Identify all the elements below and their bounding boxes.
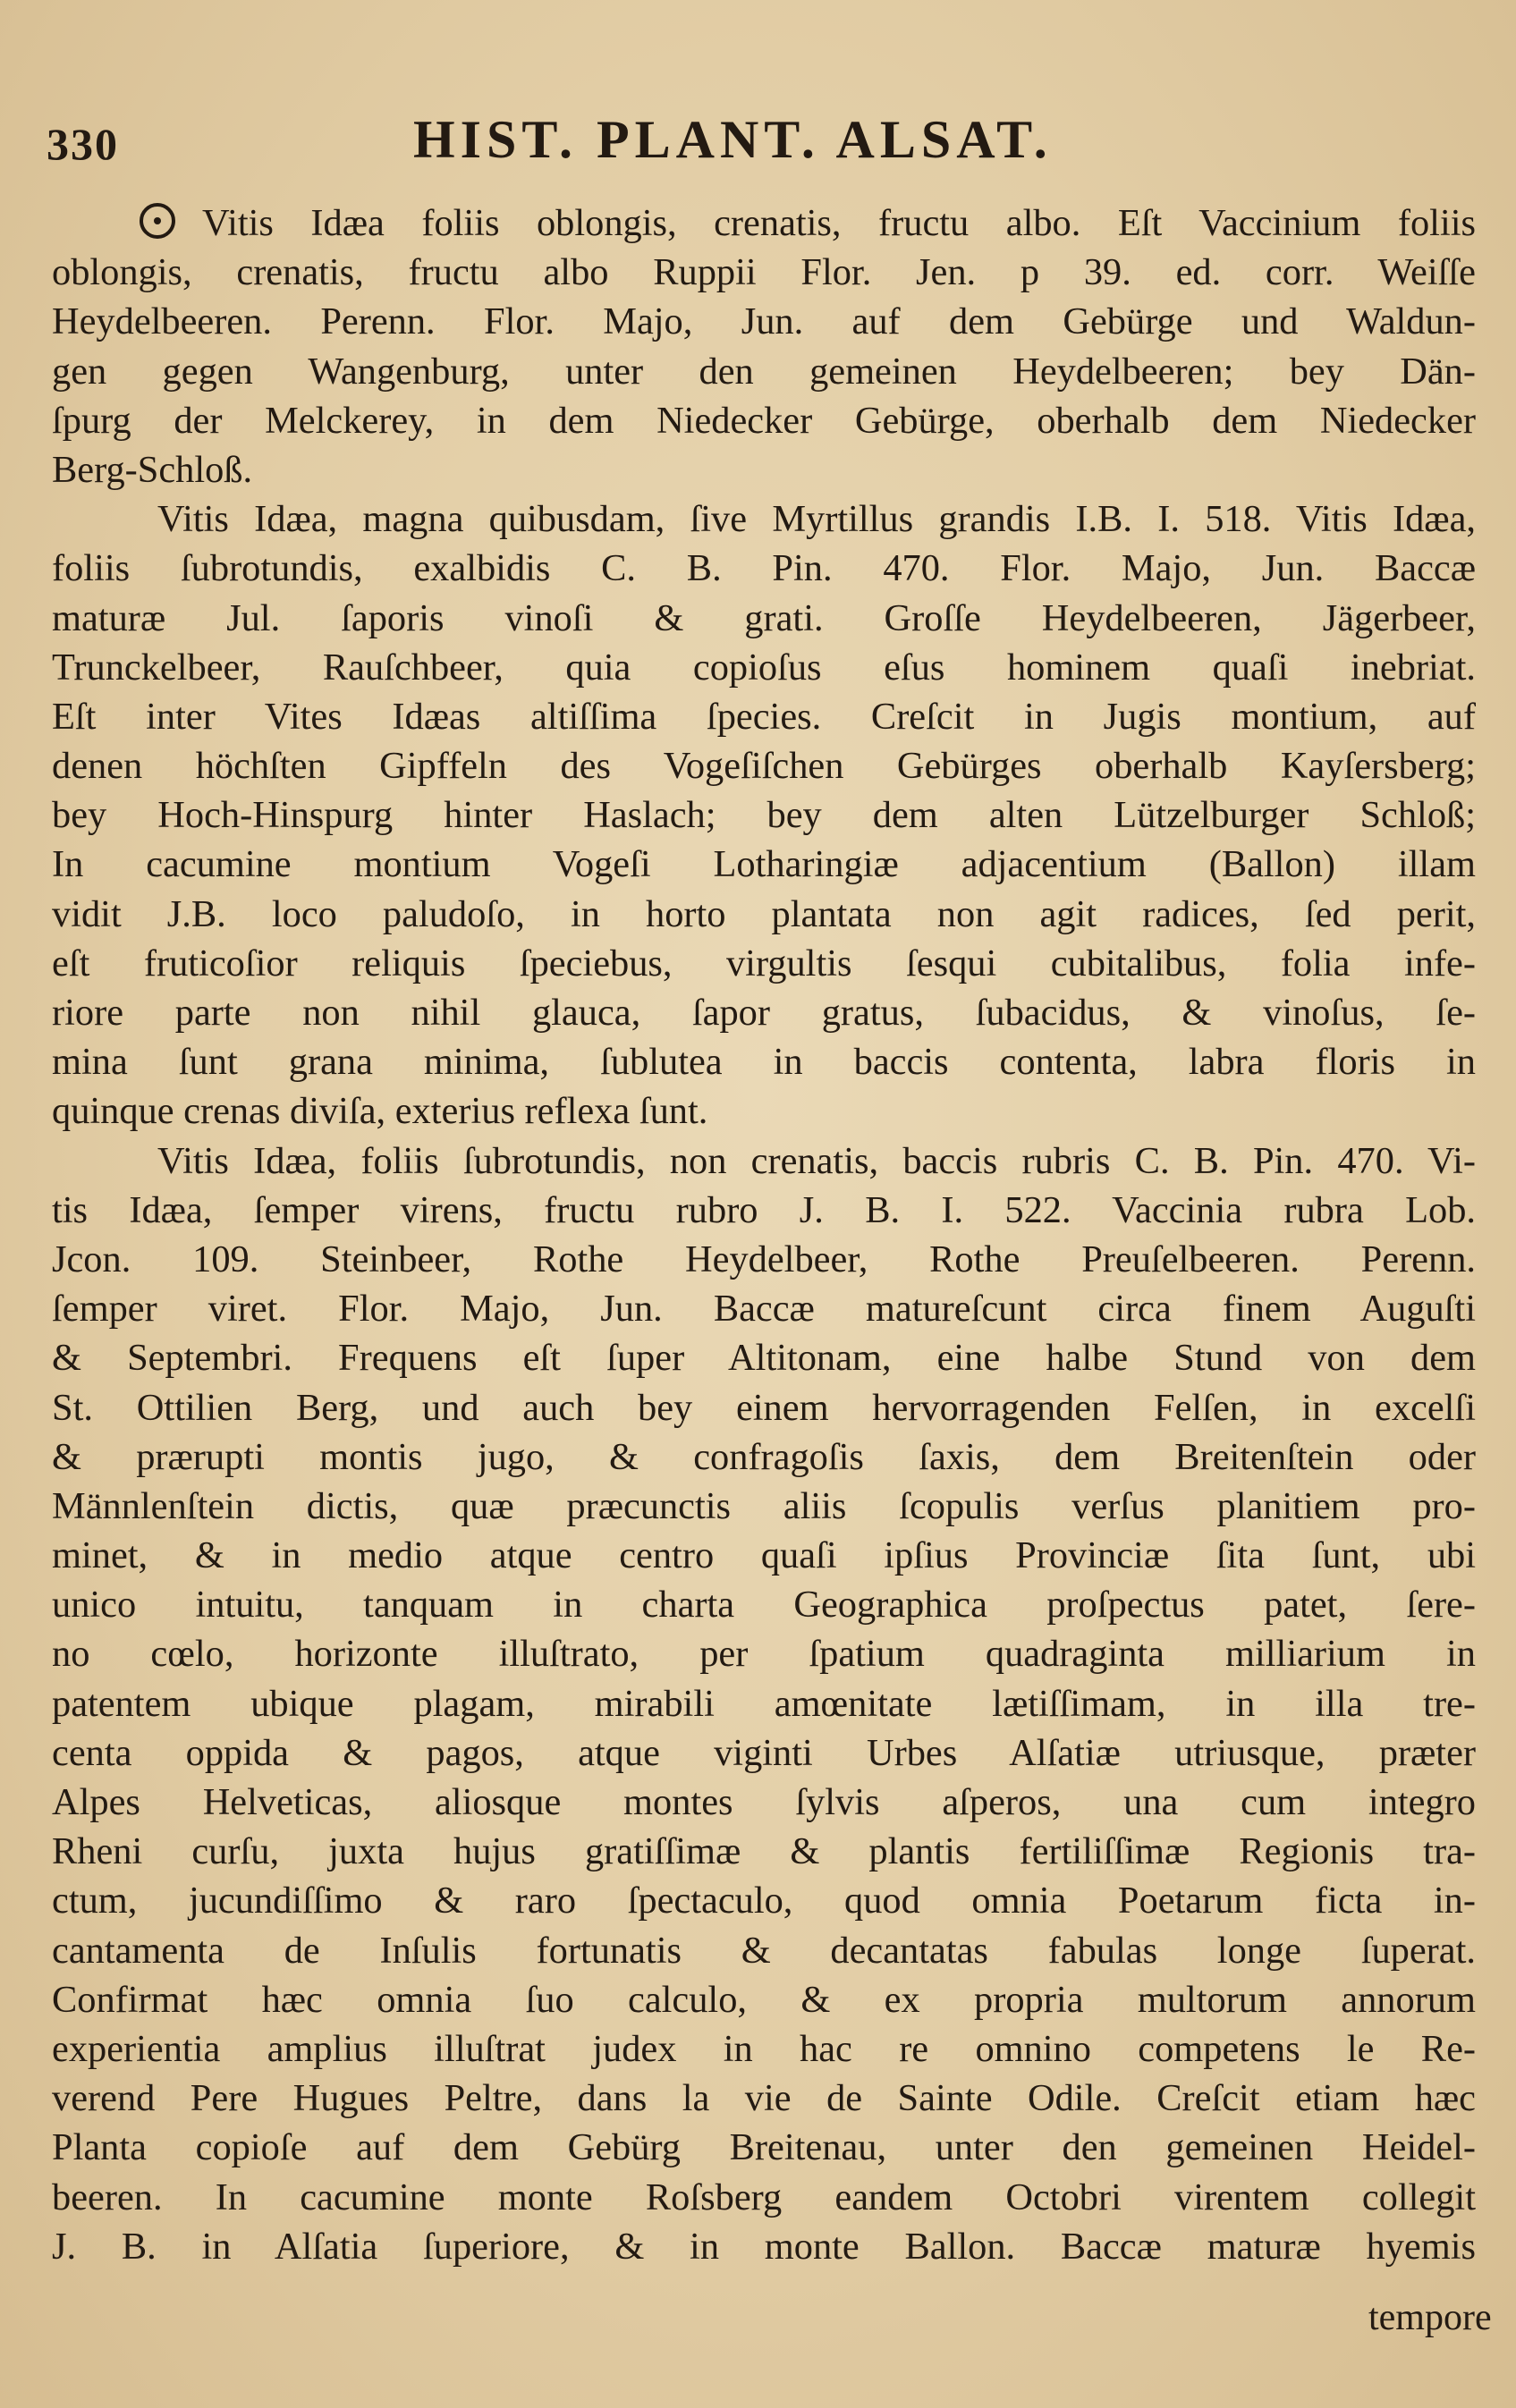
text-line: & Septembri. Frequens eſt ſuper Altitonam, eine halbe Stund von dem xyxy=(52,1337,1476,1380)
text-line: patentem ubique plagam, mirabili amœnitate lætiſſimam, in illa tre- xyxy=(52,1682,1476,1725)
text-line: & prærupti montis jugo, & confragoſis ſaxis, dem Breitenſtein oder xyxy=(52,1435,1476,1478)
body-text xyxy=(52,199,1476,2271)
text-line: bey Hoch-Hinspurg hinter Haslach; bey dem alten Lützelburger Schloß; xyxy=(52,794,1476,837)
text-line: St. Ottilien Berg, und auch bey einem hervorragenden Felſen, in excelſi xyxy=(52,1386,1476,1429)
text-line: beeren. In cacumine monte Roſsberg eandem Octobri virentem collegit xyxy=(52,2176,1476,2218)
page-header xyxy=(47,106,1469,177)
text-line: tis Idæa, ſemper virens, fructu rubro J. B. I. 522. Vaccinia rubra Lob. xyxy=(52,1188,1476,1231)
text-line: Berg-Schloß. xyxy=(52,448,253,491)
text-line: Vitis Idæa, foliis ſubrotundis, non crenatis, baccis rubris C. B. Pin. 470. Vi- xyxy=(157,1139,1476,1182)
text-line: vidit J.B. loco paludoſo, in horto plantata non agit radices, ſed perit, xyxy=(52,892,1476,935)
text-line: Heydelbeeren. Perenn. Flor. Majo, Jun. auf dem Gebürge und Waldun- xyxy=(52,300,1476,343)
text-line: quinque crenas diviſa, exterius reflexa ſunt. xyxy=(52,1090,708,1133)
text-line: Vitis Idæa foliis oblongis, crenatis, fructu albo. Eſt Vaccinium foliis xyxy=(52,199,1476,248)
text-line: oblongis, crenatis, fructu albo Ruppii Flor. Jen. p 39. ed. corr. Weiſſe xyxy=(52,251,1476,294)
catchword: tempore xyxy=(1368,2297,1492,2338)
text-line: minet, & in medio atque centro quaſi ipſius Provinciæ ſita ſunt, ubi xyxy=(52,1534,1476,1577)
text-line: unico intuitu, tanquam in charta Geographica proſpectus patet, ſere- xyxy=(52,1584,1476,1626)
text-line: J. B. in Alſatia ſuperiore, & in monte Ballon. Baccæ maturæ hyemis xyxy=(52,2225,1476,2268)
text-line: eſt fruticoſior reliquis ſpeciebus, virgultis ſesqui cubitalibus, folia infe- xyxy=(52,942,1476,984)
text-line: maturæ Jul. ſaporis vinoſi & grati. Groſſe Heydelbeeren, Jägerbeer, xyxy=(52,596,1476,639)
text-line: Trunckelbeer, Rauſchbeer, quia copioſus eſus hominem quaſi inebriat. xyxy=(52,646,1476,689)
text-line: ſpurg der Melckerey, in dem Niedecker Gebürge, oberhalb dem Niedecker xyxy=(52,399,1476,442)
text-line: verend Pere Hugues Peltre, dans la vie de Sainte Odile. Creſcit etiam hæc xyxy=(52,2077,1476,2120)
text-line: foliis ſubrotundis, exalbidis C. B. Pin. 470. Flor. Majo, Jun. Baccæ xyxy=(52,547,1476,590)
text-line: In cacumine montium Vogeſi Lotharingiæ adjacentium (Ballon) illam xyxy=(52,843,1476,886)
text-line: Alpes Helveticas, aliosque montes ſylvis aſperos, una cum integro xyxy=(52,1781,1476,1823)
text-line: Männlenſtein dictis, quæ præcunctis aliis ſcopulis verſus planitiem pro- xyxy=(52,1484,1476,1527)
text-line: cantamenta de Inſulis fortunatis & decantatas fabulas longe ſuperat. xyxy=(52,1929,1476,1972)
text-line: Jcon. 109. Steinbeer, Rothe Heydelbeer, Rothe Preuſelbeeren. Perenn. xyxy=(52,1238,1476,1280)
page-number: 330 xyxy=(47,119,119,169)
text-line: Planta copioſe auf dem Gebürg Breitenau, unter den gemeinen Heidel- xyxy=(52,2126,1476,2169)
text-line: gen gegen Wangenburg, unter den gemeinen Heydelbeeren; bey Dän- xyxy=(52,350,1476,393)
text-line: no cœlo, horizonte illuſtrato, per ſpatium quadraginta milliarium in xyxy=(52,1633,1476,1676)
text-line: Vitis Idæa, magna quibusdam, ſive Myrtillus grandis I.B. I. 518. Vitis Idæa, xyxy=(157,498,1476,541)
text-line: ſemper viret. Flor. Majo, Jun. Baccæ matureſcunt circa finem Auguſti xyxy=(52,1288,1476,1331)
text-line: denen höchſten Gipffeln des Vogeſiſchen Gebürges oberhalb Kayſersberg; xyxy=(52,745,1476,788)
text-line: Rheni curſu, juxta hujus gratiſſimæ & plantis fertiliſſimæ Regionis tra- xyxy=(52,1830,1476,1873)
text-line: riore parte non nihil glauca, ſapor gratus, ſubacidus, & vinoſus, ſe- xyxy=(52,992,1476,1034)
text-line: Eſt inter Vites Idæas altiſſima ſpecies. Creſcit in Jugis montium, auf xyxy=(52,695,1476,738)
text-line: Confirmat hæc omnia ſuo calculo, & ex propria multorum annorum xyxy=(52,1978,1476,2021)
text-line: centa oppida & pagos, atque viginti Urbes Alſatiæ utriusque, præter xyxy=(52,1731,1476,1774)
text-line: experientia amplius illuſtrat judex in hac re omnino competens le Re- xyxy=(52,2027,1476,2070)
text-line: mina ſunt grana minima, ſublutea in baccis contenta, labra floris in xyxy=(52,1041,1476,1084)
running-title: HIST. PLANT. ALSAT. xyxy=(413,110,1053,169)
perennial-symbol-icon xyxy=(140,203,175,239)
text-line: ctum, jucundiſſimo & raro ſpectaculo, quod omnia Poetarum ficta in- xyxy=(52,1880,1476,1922)
